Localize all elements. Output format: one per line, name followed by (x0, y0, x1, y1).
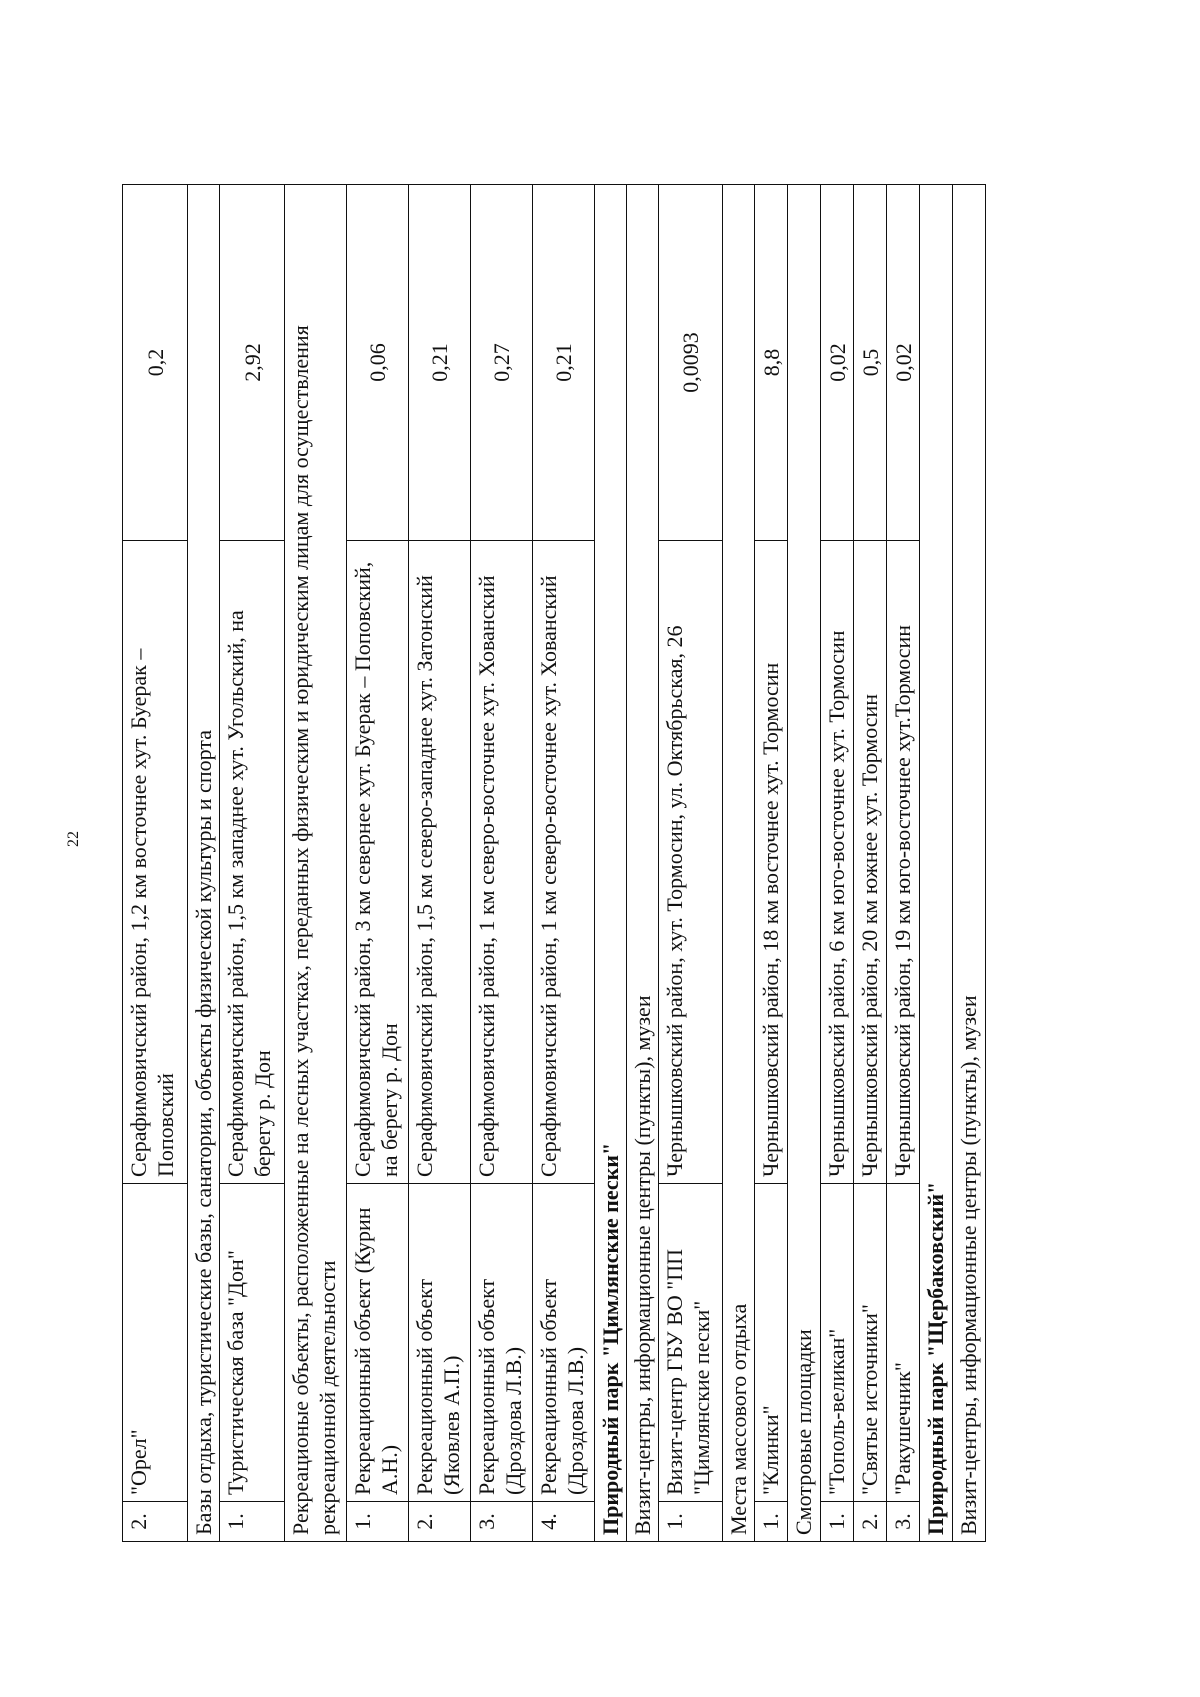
object-area: 0,2 (123, 185, 188, 541)
object-name: "Святые источники" (854, 1184, 887, 1502)
object-name: "Орел" (123, 1184, 188, 1502)
section-row (920, 185, 953, 1542)
section-row (595, 185, 627, 1542)
object-name: Туристическая база "Дон" (220, 1184, 285, 1502)
row-number: 2. (409, 1502, 471, 1542)
object-name: Визит-центр ГБУ ВО "ПП "Цимлянские пески" (659, 1184, 723, 1502)
recreation-objects-table (122, 184, 986, 1542)
object-area: 0,21 (533, 185, 595, 541)
group-heading: Рекреационые объекты, расположенные на лесных участках, переданных физическим и юридическим лицам для осуществления рекреационной деятельности (285, 185, 347, 1542)
row-number: 3. (471, 1502, 533, 1542)
table-row (887, 185, 920, 1542)
rotated-table-container (122, 185, 1107, 1542)
object-location: Серафимовичский район, 1,5 км северо-западнее хут. Затонский (409, 541, 471, 1184)
object-area: 0,27 (471, 185, 533, 541)
row-number: 1. (755, 1502, 788, 1542)
object-area: 0,02 (821, 185, 854, 541)
object-area: 0,5 (854, 185, 887, 541)
object-location: Чернышковский район, 19 км юго-восточнее хут.Тормосин (887, 541, 920, 1184)
row-number: 1. (347, 1502, 409, 1542)
row-number: 1. (220, 1502, 285, 1542)
object-area: 8,8 (755, 185, 788, 541)
object-location: Чернышковский район, 18 км восточнее хут. Тормосин (755, 541, 788, 1184)
object-location: Серафимовичский район, 1,5 км западнее хут. Угольский, на берегу р. Дон (220, 541, 285, 1184)
object-name: "Клинки" (755, 1184, 788, 1502)
object-location: Чернышковский район, хут. Тормосин, ул. Октябрьская, 26 (659, 541, 723, 1184)
object-name: Рекреационный объект (Дроздова Л.В.) (471, 1184, 533, 1502)
object-name: "Ракушечник" (887, 1184, 920, 1502)
object-location: Чернышковский район, 20 км южнее хут. Тормосин (854, 541, 887, 1184)
page-number: 22 (65, 831, 82, 847)
table-row (220, 185, 285, 1542)
group-row (188, 185, 220, 1542)
group-heading: Базы отдыха, туристические базы, санатории, объекты физической культуры и спорта (188, 185, 220, 1542)
table-row (471, 185, 533, 1542)
group-row (953, 185, 986, 1542)
table-row (821, 185, 854, 1542)
table-row (659, 185, 723, 1542)
row-number: 2. (123, 1502, 188, 1542)
row-number: 3. (887, 1502, 920, 1542)
group-heading: Визит-центры, информационные центры (пункты), музеи (627, 185, 659, 1542)
row-number: 1. (659, 1502, 723, 1542)
table-row (409, 185, 471, 1542)
table-row (123, 185, 188, 1542)
object-name: Рекреационный объект (Дроздова Л.В.) (533, 1184, 595, 1502)
object-location: Чернышковский район, 6 км юго-восточнее хут. Тормосин (821, 541, 854, 1184)
object-location: Серафимовичский район, 1 км северо-восточнее хут. Хованский (471, 541, 533, 1184)
group-heading: Места массового отдыха (723, 185, 755, 1542)
object-area: 0,02 (887, 185, 920, 541)
object-name: Рекреационный объект (Курин А.Н.) (347, 1184, 409, 1502)
object-area: 0,21 (409, 185, 471, 541)
group-heading: Смотровые площадки (788, 185, 821, 1542)
table-row (854, 185, 887, 1542)
section-heading: Природный парк "Щербаковский" (920, 185, 953, 1542)
group-row (788, 185, 821, 1542)
group-row (627, 185, 659, 1542)
object-area: 0,0093 (659, 185, 723, 541)
object-area: 2,92 (220, 185, 285, 541)
object-location: Серафимовичский район, 3 км севернее хут. Буерак – Поповский, на берегу р. Дон (347, 541, 409, 1184)
table-row (533, 185, 595, 1542)
group-heading: Визит-центры, информационные центры (пункты), музеи (953, 185, 986, 1542)
object-location: Серафимовичский район, 1 км северо-восточнее хут. Хованский (533, 541, 595, 1184)
object-area: 0,06 (347, 185, 409, 541)
object-name: "Тополь-великан" (821, 1184, 854, 1502)
row-number: 1. (821, 1502, 854, 1542)
object-location: Серафимовичский район, 1,2 км восточнее хут. Буерак – Поповский (123, 541, 188, 1184)
group-row (285, 185, 347, 1542)
section-heading: Природный парк "Цимлянские пески" (595, 185, 627, 1542)
table-row (347, 185, 409, 1542)
table-row (755, 185, 788, 1542)
row-number: 2. (854, 1502, 887, 1542)
group-row (723, 185, 755, 1542)
object-name: Рекреационный объект (Яковлев А.П.) (409, 1184, 471, 1502)
row-number: 4. (533, 1502, 595, 1542)
